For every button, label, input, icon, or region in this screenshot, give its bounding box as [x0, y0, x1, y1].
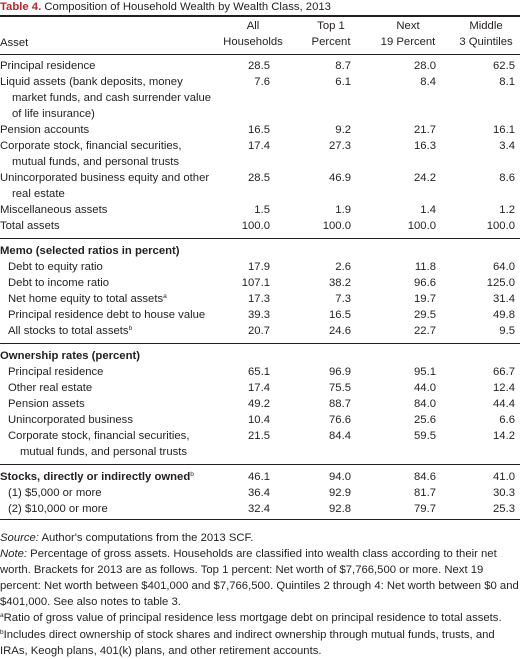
general-note: Note: Percentage of gross assets. Households are classified into wealth class according to their net worth. Brackets for 2013 are as follows. Top 1 percent: Net worth of $7,766,500 or more. Next 19 percent: Net worth between $401,000 and $7,766,500. Quintiles 2 through 4: Net worth between $0 and $401,000. See also notes to table 3. — [0, 548, 519, 609]
row-label-line: Debt to income ratio — [8, 277, 110, 289]
table-cell: 16.1 — [493, 124, 515, 136]
row-label-line: Pension assets — [8, 398, 85, 410]
row-label — [0, 348, 140, 364]
row-label — [8, 485, 102, 501]
row-label — [0, 218, 60, 234]
table-cell: 8.6 — [499, 172, 515, 184]
table-cell: 1.4 — [420, 204, 436, 216]
row-label-line: mutual funds, and personal trusts — [20, 446, 188, 458]
table-cell: 84.4 — [329, 430, 351, 442]
table-cell: 75.5 — [329, 382, 351, 394]
row-label — [0, 202, 107, 218]
row-label-line: Pension accounts — [0, 124, 90, 136]
row-label — [8, 291, 167, 307]
row-label — [0, 243, 180, 259]
row-label-line: of life insurance) — [12, 108, 95, 120]
table-cell: 81.7 — [414, 487, 436, 499]
table-cell: 9.2 — [335, 124, 351, 136]
table-cell: 38.2 — [329, 277, 351, 289]
footnote-b: $^b$Includes direct ownership of stock shares and indirect ownership through mutual funds, trusts, and IRAs, Keogh plans, 401(k) plans, and other retirement accounts. — [0, 628, 495, 657]
table-cell: 11.8 — [414, 261, 436, 273]
row-label-line: Corporate stock, financial securities, — [8, 430, 190, 442]
table-cell: 25.6 — [414, 414, 436, 426]
section-rule — [0, 464, 520, 465]
row-label-line: Principal residence — [0, 60, 96, 72]
table-cell: 10.4 — [248, 414, 270, 426]
row-label — [8, 307, 205, 323]
table-cell: 7.6 — [254, 76, 270, 88]
row-label — [8, 412, 133, 428]
row-label-line: real estate — [12, 188, 65, 200]
table-cell: 59.5 — [414, 430, 436, 442]
row-label-line — [0, 243, 180, 259]
table-cell: 95.1 — [414, 366, 436, 378]
row-label — [8, 428, 189, 460]
section-rule — [0, 238, 520, 239]
table-cell: 1.9 — [335, 204, 351, 216]
table-cell: 25.3 — [493, 503, 515, 515]
table-cell: 76.6 — [329, 414, 351, 426]
table-cell: 46.1 — [248, 471, 270, 483]
row-label-line: Debt to equity ratio — [8, 261, 103, 273]
header-rule — [0, 54, 520, 55]
row-label — [8, 259, 103, 275]
table-cell: 27.3 — [329, 140, 351, 152]
row-label — [0, 138, 181, 170]
table-cell: 92.9 — [329, 487, 351, 499]
row-label — [8, 380, 92, 396]
footnote-marker: a — [163, 293, 167, 300]
row-label — [0, 469, 194, 485]
table-cell: 20.7 — [248, 325, 270, 337]
row-label — [8, 364, 103, 380]
table-cell: 8.4 — [420, 76, 436, 88]
table-cell: 17.9 — [248, 261, 270, 273]
row-label-line: market funds, and cash surrender value — [12, 92, 212, 104]
row-label-line: All stocks to total assets$^b$ — [8, 325, 133, 337]
table-cell: 44.0 — [414, 382, 436, 394]
table-cell: 94.0 — [329, 471, 351, 483]
row-label-line: mutual funds, and personal trusts — [12, 156, 180, 168]
table-cell: 88.7 — [329, 398, 351, 410]
row-label-line: Unincorporated business — [8, 414, 133, 426]
table-cell: 22.7 — [414, 325, 436, 337]
table-cell: 16.3 — [414, 140, 436, 152]
table-cell: 28.5 — [248, 172, 270, 184]
table-cell: 100.0 — [486, 220, 515, 232]
bottom-rule — [0, 519, 520, 520]
table-notes — [0, 530, 520, 659]
table-cell: 46.9 — [329, 172, 351, 184]
row-label-bold: Stocks, directly or indirectly owned — [0, 471, 191, 483]
table-cell: 96.6 — [414, 277, 436, 289]
table-cell: 8.7 — [335, 60, 351, 72]
table-cell: 2.6 — [335, 261, 351, 273]
table-cell: 28.0 — [414, 60, 436, 72]
row-label — [8, 323, 132, 339]
table-cell: 8.1 — [499, 76, 515, 88]
table-cell: 49.8 — [493, 309, 515, 321]
row-label — [0, 58, 95, 74]
table-cell: 41.0 — [493, 471, 515, 483]
table-cell: 24.2 — [414, 172, 436, 184]
table-cell: 14.2 — [493, 430, 515, 442]
table-cell: 30.3 — [493, 487, 515, 499]
table-cell: 64.0 — [493, 261, 515, 273]
table-cell: 39.3 — [248, 309, 270, 321]
row-label-line — [0, 469, 194, 485]
table-cell: 107.1 — [241, 277, 270, 289]
table-cell: 16.5 — [248, 124, 270, 136]
row-label — [8, 501, 108, 517]
footnote-marker: b — [190, 471, 194, 478]
footnote-a: $^a$Ratio of gross value of principal residence less mortgage debt on principal residence to total assets. — [0, 612, 502, 625]
row-label-line: Liquid assets (bank deposits, money — [0, 76, 183, 88]
top-rule — [0, 15, 520, 17]
table-cell: 62.5 — [493, 60, 515, 72]
header-asset: Asset — [0, 37, 29, 49]
table-cell: 92.8 — [329, 503, 351, 515]
row-label-line: Total assets — [0, 220, 60, 232]
table-cell: 100.0 — [407, 220, 436, 232]
row-label-line: Unincorporated business equity and other — [0, 172, 210, 184]
table-cell: 100.0 — [322, 220, 351, 232]
source-note: Source: Author's computations from the 2013 SCF. — [0, 532, 254, 544]
table-cell: 44.4 — [493, 398, 515, 410]
table-cell: 31.4 — [493, 293, 515, 305]
table-cell: 6.6 — [499, 414, 515, 426]
row-label-line: Principal residence debt to house value — [8, 309, 206, 321]
row-label-line: Other real estate — [8, 382, 93, 394]
table-cell: 16.5 — [329, 309, 351, 321]
header-middle-3-quintiles: Middle 3 Quintiles — [459, 20, 513, 48]
table-cell: 17.4 — [248, 140, 270, 152]
table-number: Table 4. — [0, 1, 42, 13]
row-label-bold: Ownership rates (percent) — [0, 350, 140, 362]
table-title-text: Composition of Household Wealth by Wealth Class, 2013 — [41, 1, 331, 13]
table-cell: 84.0 — [414, 398, 436, 410]
row-label — [8, 275, 109, 291]
header-top-1-percent: Top 1 Percent — [311, 20, 351, 48]
table-cell: 79.7 — [414, 503, 436, 515]
row-label-line: Principal residence — [8, 366, 104, 378]
row-label-line: (1) $5,000 or more — [8, 487, 102, 499]
row-label-line: Net home equity to total assets$^a$ — [8, 293, 167, 305]
row-label-line: Corporate stock, financial securities, — [0, 140, 182, 152]
row-label — [0, 170, 209, 202]
table-cell: 6.1 — [335, 76, 351, 88]
table-title — [0, 0, 520, 14]
table-cell: 9.5 — [499, 325, 515, 337]
row-label — [8, 396, 85, 412]
table-cell: 1.5 — [254, 204, 270, 216]
table-cell: 24.6 — [329, 325, 351, 337]
table-cell: 17.4 — [248, 382, 270, 394]
row-label — [0, 122, 89, 138]
table-cell: 36.4 — [248, 487, 270, 499]
section-rule — [0, 343, 520, 344]
table-cell: 19.7 — [414, 293, 436, 305]
table-cell: 65.1 — [248, 366, 270, 378]
table-cell: 28.5 — [248, 60, 270, 72]
row-label-line: (2) $10,000 or more — [8, 503, 108, 515]
row-label-line — [0, 348, 140, 364]
table-cell: 7.3 — [335, 293, 351, 305]
table-cell: 17.3 — [248, 293, 270, 305]
table-cell: 32.4 — [248, 503, 270, 515]
table-cell: 1.2 — [499, 204, 515, 216]
table-cell: 21.5 — [248, 430, 270, 442]
table-cell: 84.6 — [414, 471, 436, 483]
table-cell: 21.7 — [414, 124, 436, 136]
table-cell: 12.4 — [493, 382, 515, 394]
row-label-line: Miscellaneous assets — [0, 204, 108, 216]
row-label-bold: Memo (selected ratios in percent) — [0, 245, 180, 257]
table-cell: 66.7 — [493, 366, 515, 378]
header-next-19-percent: Next 19 Percent — [380, 20, 436, 48]
table-cell: 29.5 — [414, 309, 436, 321]
table-cell: 3.4 — [499, 140, 515, 152]
row-label — [0, 74, 211, 122]
table-cell: 100.0 — [241, 220, 270, 232]
table-cell: 96.9 — [329, 366, 351, 378]
table-cell: 49.2 — [248, 398, 270, 410]
header-all-households: All Households — [223, 20, 283, 48]
footnote-marker: b — [128, 325, 133, 332]
table-cell: 125.0 — [486, 277, 515, 289]
